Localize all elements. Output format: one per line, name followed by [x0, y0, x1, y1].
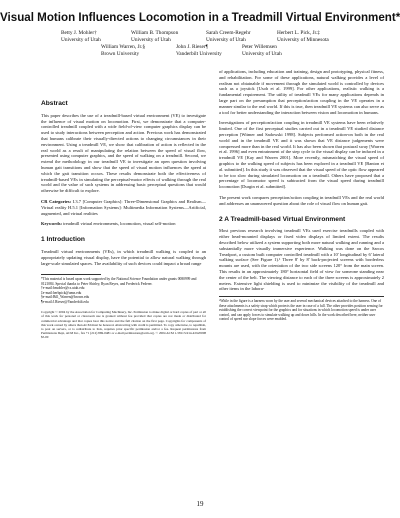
body-paragraph: Most previous research involving treadmill VEs used exercise treadmills coupled with either head-mounted displays or fixed video displays of limited extent. The results described below utilized a system supporting both more natural walking and running and a substantially more visually immersive experience. Walking was done on the Sarcos Treadport, a custom built computer controlled treadmill with a 10' longitudinal by 6' lateral walking surface (See Figure 1).¹ Three 8' by 8' back-projected screens with borderless mounts are used, with the orientation of the two side screens 120° from the main screen. This results in an approximately 180° horizontal field of view for someone standing near the center of the belt. The viewing distance to each of the three screens is approximately 2 meters. Extensive light shielding is used to minimize the visibility of the treadmill and other items in the labora-	[219, 228, 384, 292]
keywords: Keywords: treadmill virtual environments, locomotion, visual self-motion	[41, 221, 176, 227]
footnotes	[41, 277, 206, 304]
abstract-heading: Abstract	[41, 100, 68, 107]
author: John J. Rieser¶ Vanderbilt University	[176, 44, 222, 57]
author: William Warren, Jr.§ Brown University	[101, 44, 145, 57]
page-number: 19	[196, 500, 204, 508]
abstract-text: This paper describes the use of a treadmill-based virtual environment (VE) to investigate the influence of visual motion on locomotion. First, we demonstrate that a computer-controlled treadmill coupled with a wide field-of-view computer graphics display can be used to study interactions between perception and action. Previous work has demonstrated that humans calibrate their visually-directed actions to changing circumstances in their environment. Using a treadmill VE, we show that calibration of action is reflected in the real world as a result of manipulating the relation between the speed of visual flow, presented using computer graphics, and the speed of walking on a treadmill. Second, we extend the methodology in our treadmill VE to investigate an open question involving human gait transitions and show that the speed of visual motion influences the speed at which the gait transition occurs. These results demonstrate both the effectiveness of treadmill-based VEs in simulating the perceptual-motor effects of walking through the real world and the value of such systems in addressing basic perceptual questions that would otherwise be difficult to explore.	[41, 112, 206, 194]
right-column	[219, 69, 384, 322]
author: Sarah Creem-Regehr University of Utah	[206, 30, 251, 43]
footnote: ‡e-mail:herbpick@umn.edu	[41, 290, 82, 295]
body-paragraph: The present work compares perception/action coupling in treadmill VEs and the real world and addresses an unanswered question about the role of visual flow on human gait.	[219, 194, 384, 206]
left-column	[41, 97, 206, 339]
paper-title: Visual Motion Influences Locomotion in a Treadmill Virtual Environment*	[0, 11, 400, 24]
copyright-notice: Copyright © 2004 by the Association for Computing Machinery, Inc. Permission to make digital or hard copies of part or all of this work for personal or classroom use is granted without fee provided that copies are not made or distributed for commercial advantage and that copies bear this notice and the full citation on the first page. Copyrights for components of this work owned by others than ACM must be honored. Abstracting with credit is permitted. To copy otherwise, to republish, to post on servers, or to redistribute to lists, requires prior specific permission and/or a fee. Request permissions from Permissions Dept, ACM Inc., fax +1 (212) 869-0481 or e-mail permissions@acm.org. © 2004 ACM 1-58113-914-4/04/0008 $5.00	[41, 310, 206, 339]
author: Betty J. Mohler† University of Utah	[61, 30, 101, 43]
author: William B. Thompson University of Utah	[131, 30, 179, 43]
intro-text: Treadmill virtual environments (VEs), in which treadmill walking is coupled to an appropriately updating visual display, have the potential to allow natural walking through large-scale simulated spaces. The availability of such devices could impact a broad range	[41, 248, 206, 266]
footnote: †e-mail:bmohler@cs.utah.edu	[41, 286, 85, 291]
body-paragraph: Investigations of perception/action coupling in treadmill VE systems have been relatively limited. One of the first perceptual studies carried out in a treadmill VE studied distance perception [Witmer and Sadowski 1998]. Subjects performed action-on both in the real world and in the treadmill VE and it was shown that VE distance judgements were compressed more than in the real world. It has also been shown that postural sway [Warren et al. 1996] and even entrainment of the step cycle to the visual display can be induced in a treadmill VE [Kay and Warren 2001]. More recently, mismatching the visual speed of graphics to the walking speed of subjects has been explored in a treadmill VE [Banton et al. submitted]. In this study it was observed that the visual speed of the optic flow appeared to be too slow during simulated locomotion on a treadmill. Others have proposed that a percentage of locomotor speed is subtracted from the visual speed during treadmill locomotion [Durgin et al. submitted].	[219, 120, 384, 190]
footnote: ¹While in the figure is a harness worn by the user and several mechanical devices attached to the harness. One of these attachments is a safety strap which protects the user in case of a fall. The other provides position sensing for establishing the correct viewpoint for the graphics and for situations in which locomotion speed is under user control, and can apply forces to simulate walking up and down hills. In the work described here, neither user control of speed nor slope forces were enabled.	[219, 296, 384, 322]
footnote: ¶e-mail:J.Rieser@Vanderbilt.edu	[41, 299, 89, 304]
footnote: §e-mail:Bill_Warren@brown.edu	[41, 295, 90, 300]
section-2-heading: 2 A Treadmill-based Virtual Environment	[219, 215, 346, 223]
body-paragraph: of applications, including education and training, design and prototyping, physical fitness, and rehabilitation. For some of these applications, natural walking provides a level of realism not obtainable if movement through the simulated world is controlled by devices such as a joystick [Usoh et al. 1999]. For other applications, realistic walking is a fundamental requirement. The utility of treadmill VEs for many applications depends in large part on the presumption that perception/action coupling in the VE operates in a manner similar to the real world. If this is true, then treadmill VE systems can also serve as a tool for better understanding the interaction between vision and locomotion in humans.	[219, 69, 384, 115]
section-1-heading: 1 Introduction	[41, 236, 85, 244]
footnote: *This material is based upon work supported by the National Science Foundation under grants 0080999 and 0121084. Special thanks to Peter Shirley, Ryan Reyes, and Frederick Federer.	[41, 277, 197, 286]
author: Herbert L. Pick, Jr.‡ University of Minnesota	[277, 30, 329, 43]
author: Peter Willemsen University of Utah	[242, 44, 282, 57]
cr-categories: CR Categories: I.3.7 [Computer Graphics]: Three-Dimensional Graphics and Realism—Virtual reality H.5.1 [Information Systems]: Multimedia Information Systems—Artificial, augmented, and virtual realities	[41, 198, 206, 216]
